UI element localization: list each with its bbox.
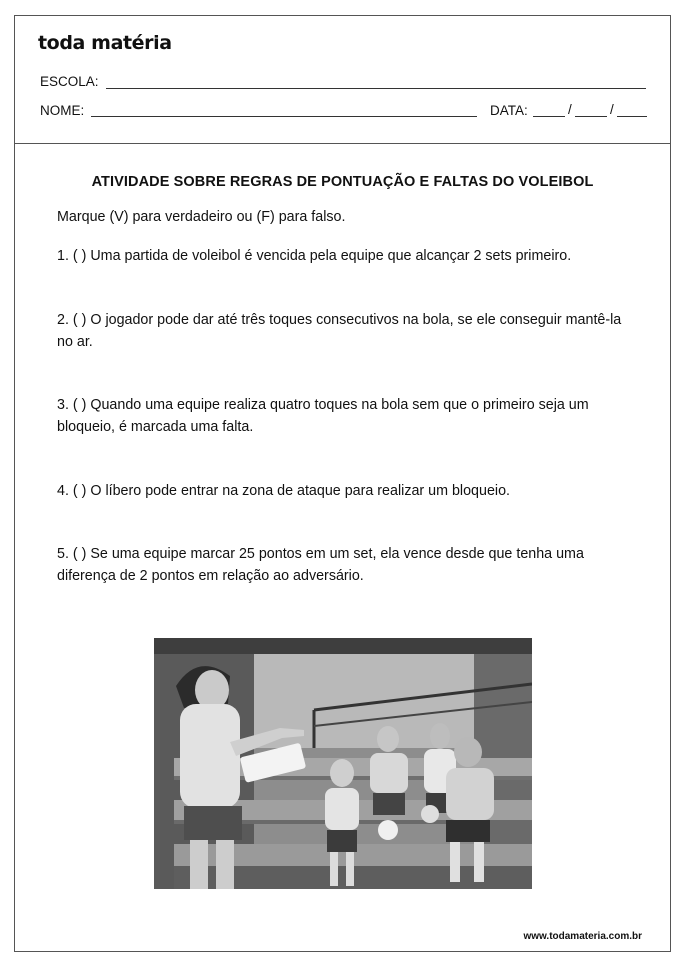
date-year-line[interactable] xyxy=(617,116,647,117)
school-label: ESCOLA: xyxy=(40,74,99,89)
name-field-line[interactable] xyxy=(91,116,477,117)
photo-illustration xyxy=(154,638,532,889)
date-day-line[interactable] xyxy=(533,116,565,117)
question-2: 2. ( ) O jogador pode dar até três toques consecutivos na bola, se ele conseguir mantê-la no ar. xyxy=(57,312,622,350)
date-separator-1: / xyxy=(568,102,572,117)
question-3: 3. ( ) Quando uma equipe realiza quatro toques na bola sem que o primeiro seja um bloqueio, é marcada uma falta. xyxy=(57,397,589,435)
name-label: NOME: xyxy=(40,103,85,118)
worksheet-title: ATIVIDADE SOBRE REGRAS DE PONTUAÇÃO E FALTAS DO VOLEIBOL xyxy=(91,174,594,190)
school-field-line[interactable] xyxy=(106,88,646,89)
date-month-line[interactable] xyxy=(575,116,607,117)
brand-logo: toda matéria xyxy=(38,32,172,54)
question-1: 1. ( ) Uma partida de voleibol é vencida pela equipe que alcançar 2 sets primeiro. xyxy=(57,248,572,264)
question-5: 5. ( ) Se uma equipe marcar 25 pontos em um set, ela vence desde que tenha uma diferença de 2 pontos em relação ao adversário. xyxy=(57,546,584,584)
volleyball-team-photo xyxy=(154,638,532,889)
date-label: DATA: xyxy=(490,103,528,118)
instruction-text: Marque (V) para verdadeiro ou (F) para falso. xyxy=(57,209,346,225)
date-separator-2: / xyxy=(610,102,614,117)
footer-website-link[interactable]: www.todamateria.com.br xyxy=(523,931,642,942)
worksheet-page xyxy=(14,15,671,952)
question-4: 4. ( ) O líbero pode entrar na zona de ataque para realizar um bloqueio. xyxy=(57,483,511,499)
header-divider xyxy=(15,143,670,144)
